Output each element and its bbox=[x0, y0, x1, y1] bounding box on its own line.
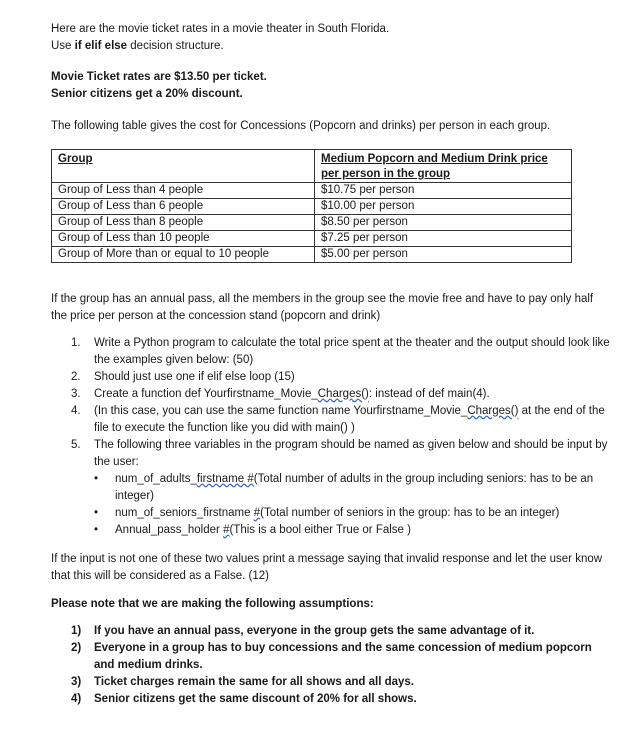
bullet-icon: • bbox=[94, 524, 99, 536]
row-price: $10.75 per person bbox=[315, 183, 572, 199]
item-text-flagged: Charges() bbox=[467, 405, 519, 417]
item-number: 5. bbox=[71, 439, 81, 451]
item-text-a: Create a function def Yourfirstname_Movie_ bbox=[94, 388, 318, 400]
item-text: Ticket charges remain the same for all shows and all days. bbox=[94, 676, 415, 688]
concessions-table bbox=[51, 149, 572, 263]
row-group: Group of Less than 8 people bbox=[52, 215, 315, 231]
assumptions-heading bbox=[51, 596, 611, 613]
variable-text-flagged: firstname # bbox=[196, 473, 254, 485]
intro-line-1: Here are the movie ticket rates in a movie theater in South Florida. bbox=[51, 23, 390, 35]
intro-line-2-prefix: Use bbox=[51, 40, 75, 52]
table-row bbox=[52, 231, 572, 247]
row-group: Group of More than or equal to 10 people bbox=[52, 247, 315, 263]
item-text-flagged: Charges() bbox=[317, 388, 369, 400]
item-text-b: : instead of def main(4). bbox=[368, 388, 490, 400]
variable-text-b: (This is a bool either True or False ) bbox=[229, 524, 411, 536]
item-number: 4. bbox=[71, 405, 81, 417]
intro-block bbox=[51, 21, 611, 55]
row-group: Group of Less than 4 people bbox=[52, 183, 315, 199]
list-item bbox=[71, 674, 601, 691]
list-item bbox=[71, 640, 601, 674]
table-row bbox=[52, 247, 572, 263]
variable-text-a: num_of_seniors_firstname bbox=[115, 507, 254, 519]
table-intro bbox=[51, 118, 611, 135]
row-group: Group of Less than 6 people bbox=[52, 199, 315, 215]
senior-discount-line: Senior citizens get a 20% discount. bbox=[51, 88, 243, 100]
row-price: $5.00 per person bbox=[315, 247, 572, 263]
variable-item bbox=[94, 471, 611, 505]
variable-text-b: (Total number of seniors in the group: has to be an integer) bbox=[260, 507, 560, 519]
variable-item bbox=[94, 522, 611, 539]
row-price: $8.50 per person bbox=[315, 215, 572, 231]
table-intro-text: The following table gives the cost for Concessions (Popcorn and drinks) per person in each group. bbox=[51, 120, 551, 132]
variable-text-a: Annual_pass_holder bbox=[115, 524, 224, 536]
list-item bbox=[71, 437, 611, 539]
item-text: If you have an annual pass, everyone in the group gets the same advantage of it. bbox=[94, 625, 535, 637]
table-row bbox=[52, 215, 572, 231]
item-number: 2. bbox=[71, 371, 81, 383]
row-group: Group of Less than 10 people bbox=[52, 231, 315, 247]
intro-line-2-suffix: decision structure. bbox=[127, 40, 224, 52]
item-number: 3) bbox=[71, 676, 82, 688]
table-row bbox=[52, 183, 572, 199]
item-number: 1) bbox=[71, 625, 82, 637]
intro-line-2 bbox=[51, 38, 611, 55]
invalid-input-paragraph bbox=[51, 551, 611, 585]
header-price: Medium Popcorn and Medium Drink price per person in the group bbox=[315, 150, 572, 183]
item-text: Should just use one if elif else loop (15) bbox=[94, 371, 295, 383]
variable-item bbox=[94, 505, 611, 522]
item-number: 2) bbox=[71, 642, 82, 654]
bullet-icon: • bbox=[94, 473, 99, 485]
instructions-list bbox=[71, 335, 611, 539]
list-item bbox=[71, 403, 611, 437]
variables-list bbox=[94, 471, 611, 539]
variable-text-a: num_of_adults_ bbox=[115, 473, 197, 485]
assumptions-heading-text: Please note that we are making the following assumptions: bbox=[51, 598, 374, 610]
item-text: Senior citizens get the same discount of 20% for all shows. bbox=[94, 693, 417, 705]
item-text-b: at the end of the file to execute the function like you did with main() ) bbox=[94, 405, 605, 434]
list-item bbox=[71, 386, 611, 403]
table-row bbox=[52, 199, 572, 215]
item-text: Everyone in a group has to buy concessions and the same concession of medium popcorn and medium drinks. bbox=[94, 642, 592, 671]
item-text-a: (In this case, you can use the same function name Yourfirstname_Movie_ bbox=[94, 405, 468, 417]
variable-text-flagged: # bbox=[223, 524, 230, 536]
decision-structure-keyword: if elif else bbox=[74, 40, 128, 52]
item-number: 1. bbox=[71, 337, 81, 349]
list-item bbox=[71, 623, 601, 640]
table-header-row bbox=[52, 150, 572, 183]
variable-text-flagged: # bbox=[253, 507, 261, 519]
item-text: The following three variables in the program should be named as given below and should be input by the user: bbox=[94, 439, 608, 468]
annual-pass-text: If the group has an annual pass, all the members in the group see the movie free and have to pay only half the price per person at the concession stand (popcorn and drink) bbox=[51, 293, 594, 322]
item-text: Write a Python program to calculate the total price spent at the theater and the output should look like the examples given below: (50) bbox=[94, 337, 610, 366]
row-price: $7.25 per person bbox=[315, 231, 572, 247]
ticket-rates-block bbox=[51, 69, 611, 103]
bullet-icon: • bbox=[94, 507, 99, 519]
list-item bbox=[71, 691, 601, 708]
item-number: 4) bbox=[71, 693, 82, 705]
list-item bbox=[71, 369, 611, 386]
item-number: 3. bbox=[71, 388, 81, 400]
variable-text-b: (Total number of adults in the group including seniors: has to be an integer) bbox=[115, 473, 594, 502]
invalid-input-text: If the input is not one of these two values print a message saying that invalid response and let the user know that this will be considered as a False. (12) bbox=[51, 553, 603, 582]
row-price: $10.00 per person bbox=[315, 199, 572, 215]
header-group: Group bbox=[52, 150, 315, 183]
assumptions-list bbox=[71, 623, 601, 708]
list-item bbox=[71, 335, 611, 369]
annual-pass-paragraph bbox=[51, 291, 611, 325]
ticket-rate-line: Movie Ticket rates are $13.50 per ticket. bbox=[51, 71, 267, 83]
